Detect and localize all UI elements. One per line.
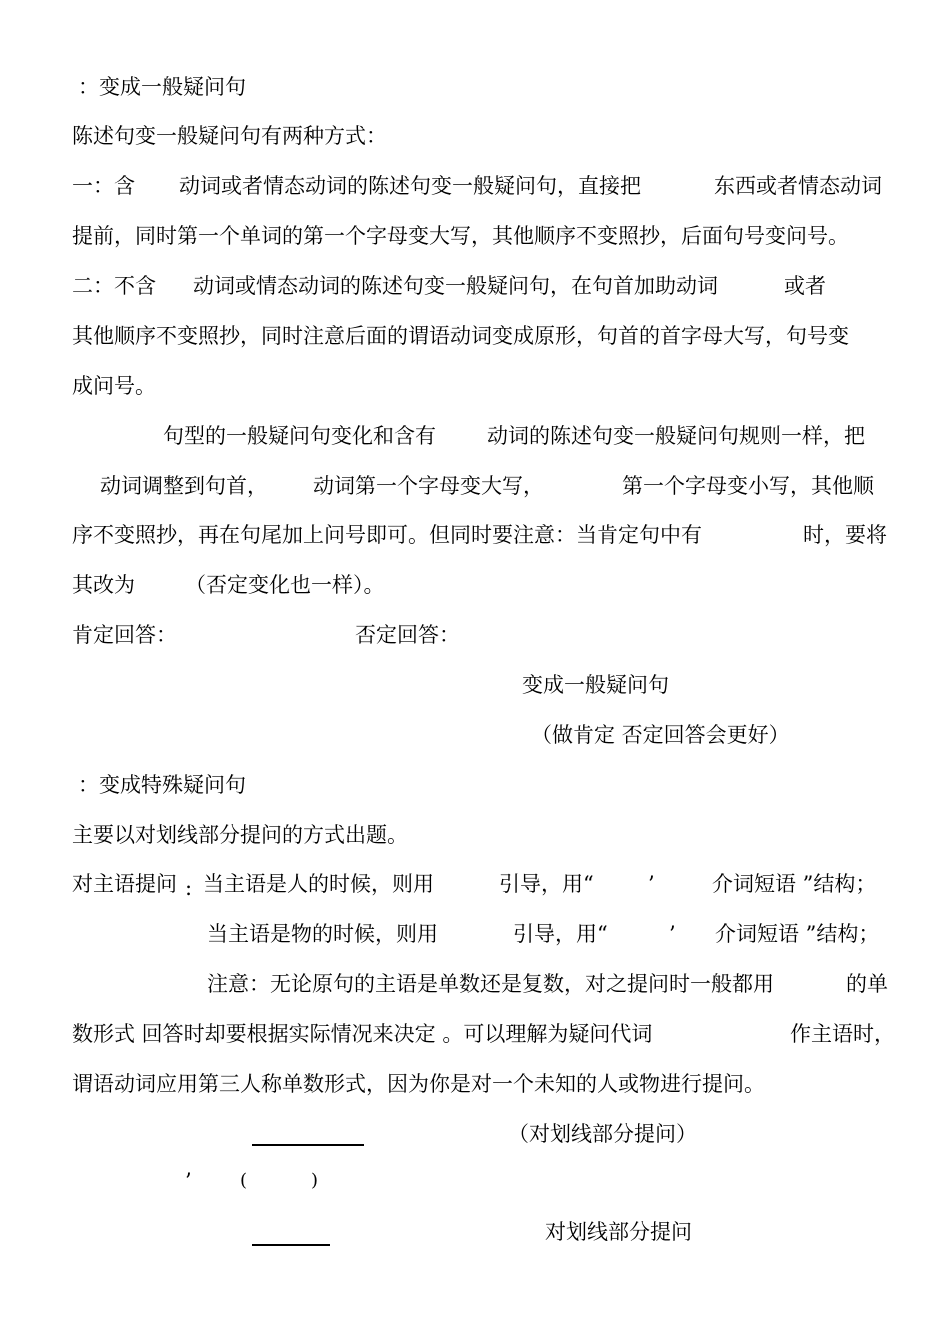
heading-text: ：变成特殊疑问句 [78,773,246,797]
exercise3-hint-text: 对划线部分提问 [545,1220,692,1244]
subject-l2c: 引导，用“ [513,922,608,946]
subject-l1c: 引导，用“ [499,872,594,896]
exercise-hint-text: （做肯定 否定回答会更好） [531,723,790,747]
subject-l1dot: : [185,876,193,900]
rule2-a1: 二：不含 [72,274,156,298]
subject-l1b: 当主语是人的时候，则用 [203,872,434,896]
underline-blank [252,1244,330,1246]
subject-l5: 谓语动词应用第三人称单数形式，因为你是对一个未知的人或物进行提问。 [72,1072,765,1096]
note-b1: 动词调整到句首， [100,474,268,498]
exercise2-paren-open: ( [240,1170,248,1191]
positive-answer-label: 肯定回答： [72,623,177,647]
exercise-title-text: 变成一般疑问句 [522,673,669,697]
intro-text: 主要以对划线部分提问的方式出题。 [72,823,408,847]
subject-l4b: 作主语时， [790,1022,895,1046]
subject-l4a: 数形式 回答时却要根据实际情况来决定 。可以理解为疑问代词 [72,1022,653,1046]
subject-l1d: ’ [648,872,655,896]
subject-l3a: 注意：无论原句的主语是单数还是复数，对之提问时一般都用 [207,972,774,996]
rule1-a2: 动词或者情态动词的陈述句变一般疑问句，直接把 [179,174,641,198]
subject-l2b: 当主语是物的时候，则用 [207,922,438,946]
intro-text: 陈述句变一般疑问句有两种方式： [72,124,387,148]
note-a1: 句型的一般疑问句变化和含有 [163,424,436,448]
exercise2-paren-close: ) [311,1170,319,1191]
note-c2: 时，要将 [803,523,887,547]
note-b3: 第一个字母变小写，其他顺 [622,474,874,498]
note-d2: （否定变化也一样）。 [185,573,385,597]
exercise2-comma: ’ [185,1169,192,1193]
subject-l3b: 的单 [846,972,888,996]
subject-l2e: 介词短语 ”结构； [715,922,880,946]
rule2-b: 其他顺序不变照抄，同时注意后面的谓语动词变成原形，句首的首字母大写，句号变 [72,324,849,348]
note-c1: 序不变照抄，再在句尾加上问号即可。但同时要注意：当肯定句中有 [72,523,702,547]
rule2-c: 成问号。 [72,374,156,398]
subject-l1a: 对主语提问 [72,872,177,896]
subject-l1e: 介词短语 ”结构； [712,872,877,896]
rule2-a2: 动词或情态动词的陈述句变一般疑问句，在句首加助动词 [193,274,718,298]
note-a2: 动词的陈述句变一般疑问句规则一样，把 [487,424,865,448]
rule1-a1: 一：含 [72,174,135,198]
rule2-a3: 或者 [784,274,826,298]
exercise1-hint-text: （对划线部分提问） [508,1122,697,1146]
note-b2: 动词第一个字母变大写， [313,474,544,498]
heading-text: ：变成一般疑问句 [78,75,246,99]
negative-answer-label: 否定回答： [355,623,460,647]
rule1-b: 提前，同时第一个单词的第一个字母变大写，其他顺序不变照抄，后面句号变问号。 [72,224,849,248]
rule1-a3: 东西或者情态动词 [714,174,882,198]
subject-l2d: ’ [669,922,676,946]
note-d1: 其改为 [72,573,135,597]
underline-blank [252,1144,364,1146]
